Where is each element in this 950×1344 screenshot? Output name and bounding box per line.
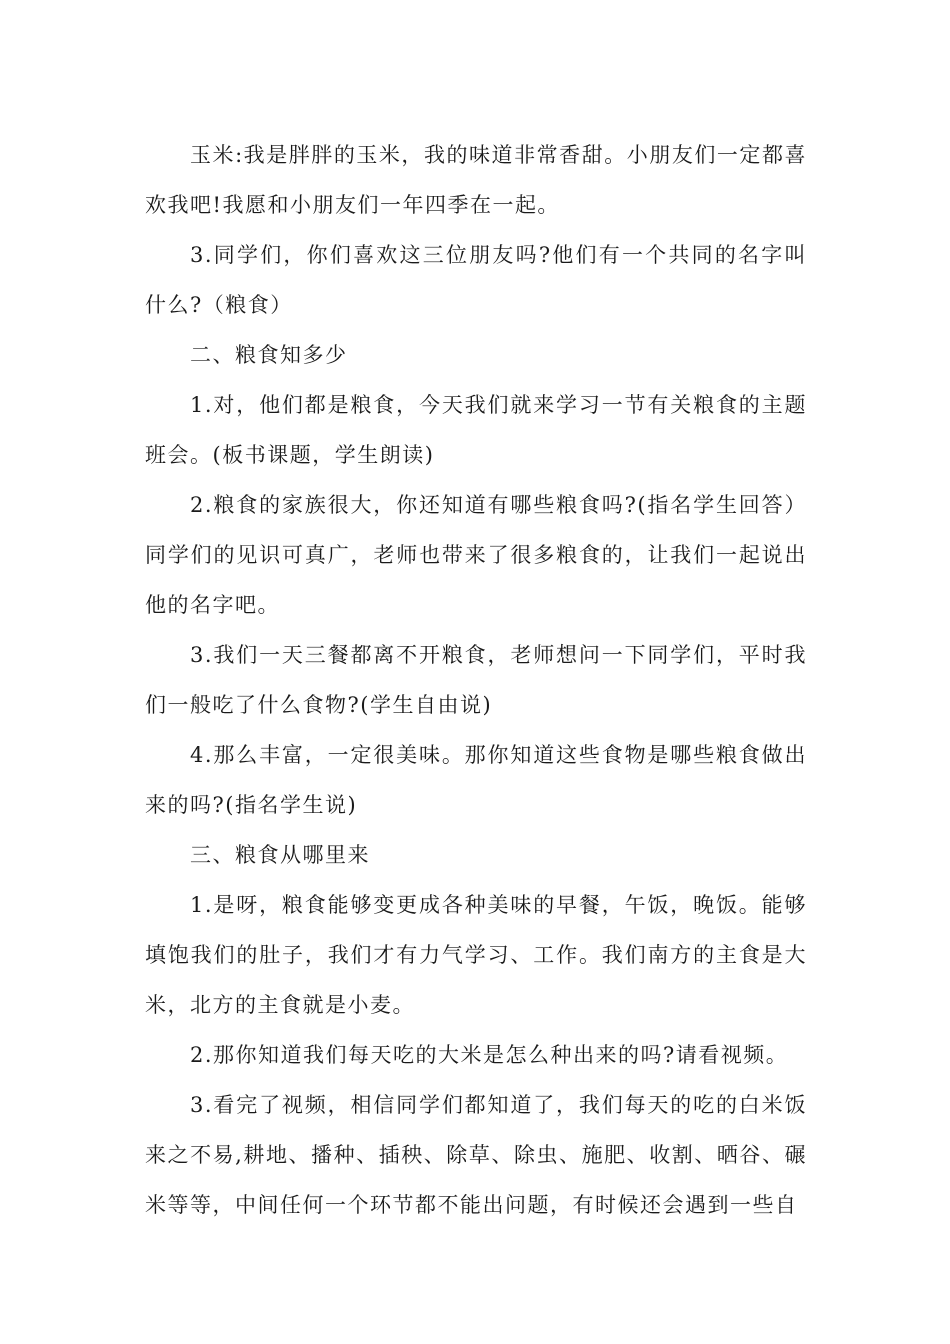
paragraph-item-2b: 2.那你知道我们每天吃的大米是怎么种出来的吗?请看视频。: [190, 1043, 789, 1067]
paragraph-item-3: 3.我们一天三餐都离不开粮食，老师想问一下同学们，平时我们一般吃了什么食物?(学生自由说): [145, 643, 807, 717]
document-body: [145, 130, 807, 1230]
paragraph-item-1: 1.对，他们都是粮食，今天我们就来学习一节有关粮食的主题班会。(板书课题，学生朗读): [145, 393, 807, 467]
paragraph-item-4: 4.那么丰富，一定很美味。那你知道这些食物是哪些粮食做出来的吗?(指名学生说): [145, 743, 807, 817]
paragraph-item-2: 2.粮食的家族很大，你还知道有哪些粮食吗?(指名学生回答）同学们的见识可真广，老师也带来了很多粮食的，让我们一起说出他的名字吧。: [145, 493, 807, 617]
section-heading-2: 二、粮食知多少: [190, 343, 348, 367]
paragraph-corn: 玉米:我是胖胖的玉米，我的味道非常香甜。小朋友们一定都喜欢我吧!我愿和小朋友们一年四季在一起。: [145, 143, 807, 217]
paragraph-question-3: 3.同学们，你们喜欢这三位朋友吗?他们有一个共同的名字叫什么?（粮食）: [145, 243, 807, 317]
paragraph-item-3b: 3.看完了视频，相信同学们都知道了，我们每天的吃的白米饭来之不易,耕地、播种、插秧、除草、除虫、施肥、收割、晒谷、碾米等等，中间任何一个环节都不能出问题，有时候还会遇到一些自: [145, 1093, 807, 1217]
section-heading-3: 三、粮食从哪里来: [190, 843, 370, 867]
paragraph-item-1b: 1.是呀，粮食能够变更成各种美味的早餐，午饭，晚饭。能够填饱我们的肚子，我们才有力气学习、工作。我们南方的主食是大米，北方的主食就是小麦。: [145, 893, 807, 1017]
